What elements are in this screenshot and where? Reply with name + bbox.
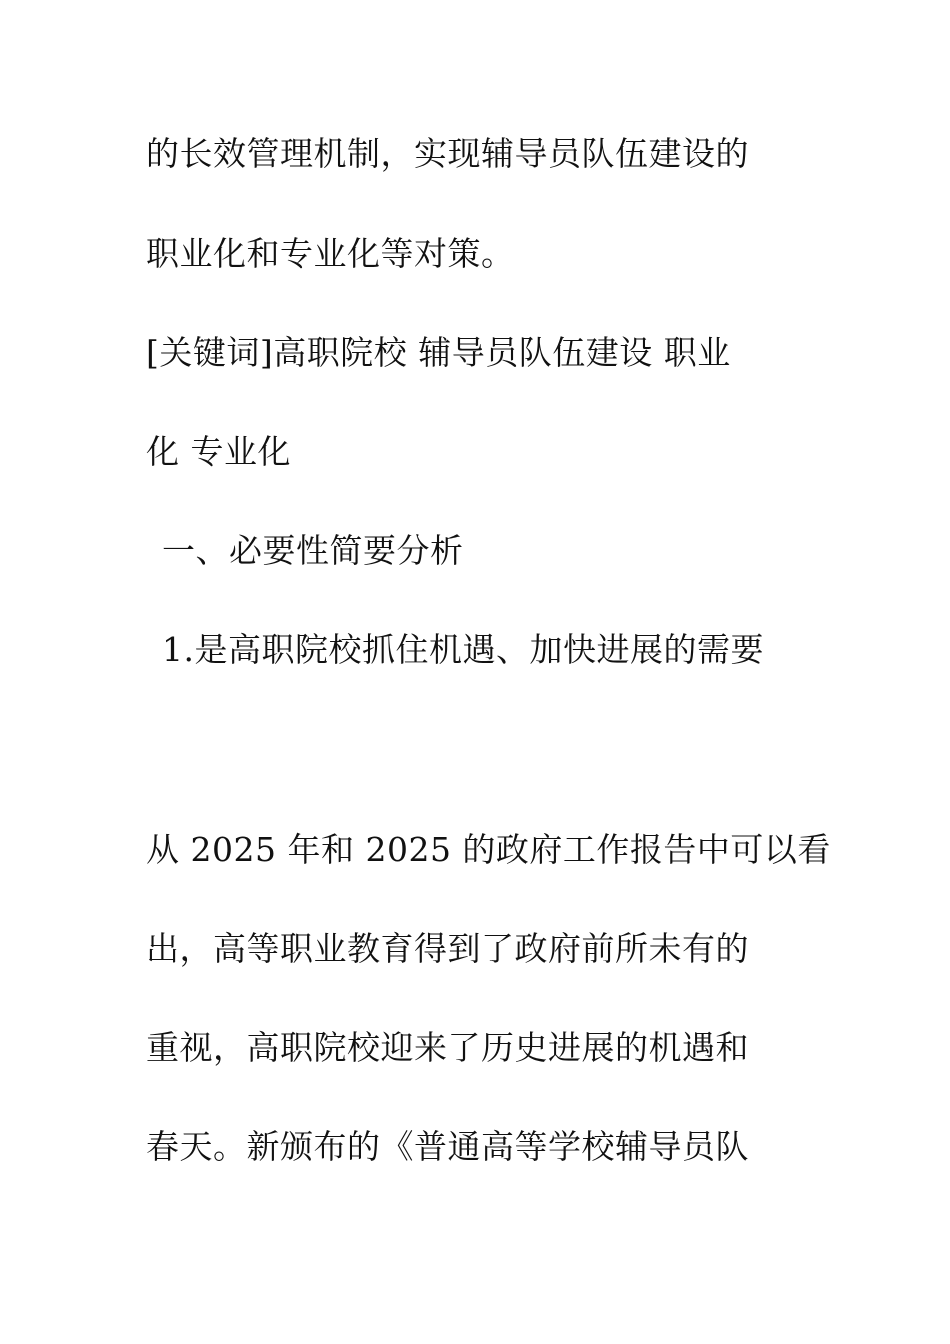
paragraph-line-2: 职业化和专业化等对策。 [146,234,515,273]
keywords-line-1: [关键词]高职院校 辅导员队伍建设 职业 [146,333,731,372]
paragraph-line-1: 的长效管理机制，实现辅导员队伍建设的 [146,134,749,173]
body-line-3: 重视，高职院校迎来了历史进展的机遇和 [146,1028,749,1067]
body-line-4: 春天。新颁布的《普通高等学校辅导员队 [146,1127,749,1166]
keywords-line-2: 化 专业化 [146,432,291,471]
body-line-2: 出，高等职业教育得到了政府前所未有的 [146,929,749,968]
body-line-1: 从 2025 年和 2025 的政府工作报告中可以看 [146,830,831,869]
section-heading: 一、必要性简要分析 [162,531,464,570]
subsection-heading: 1.是高职院校抓住机遇、加快进展的需要 [162,630,764,669]
